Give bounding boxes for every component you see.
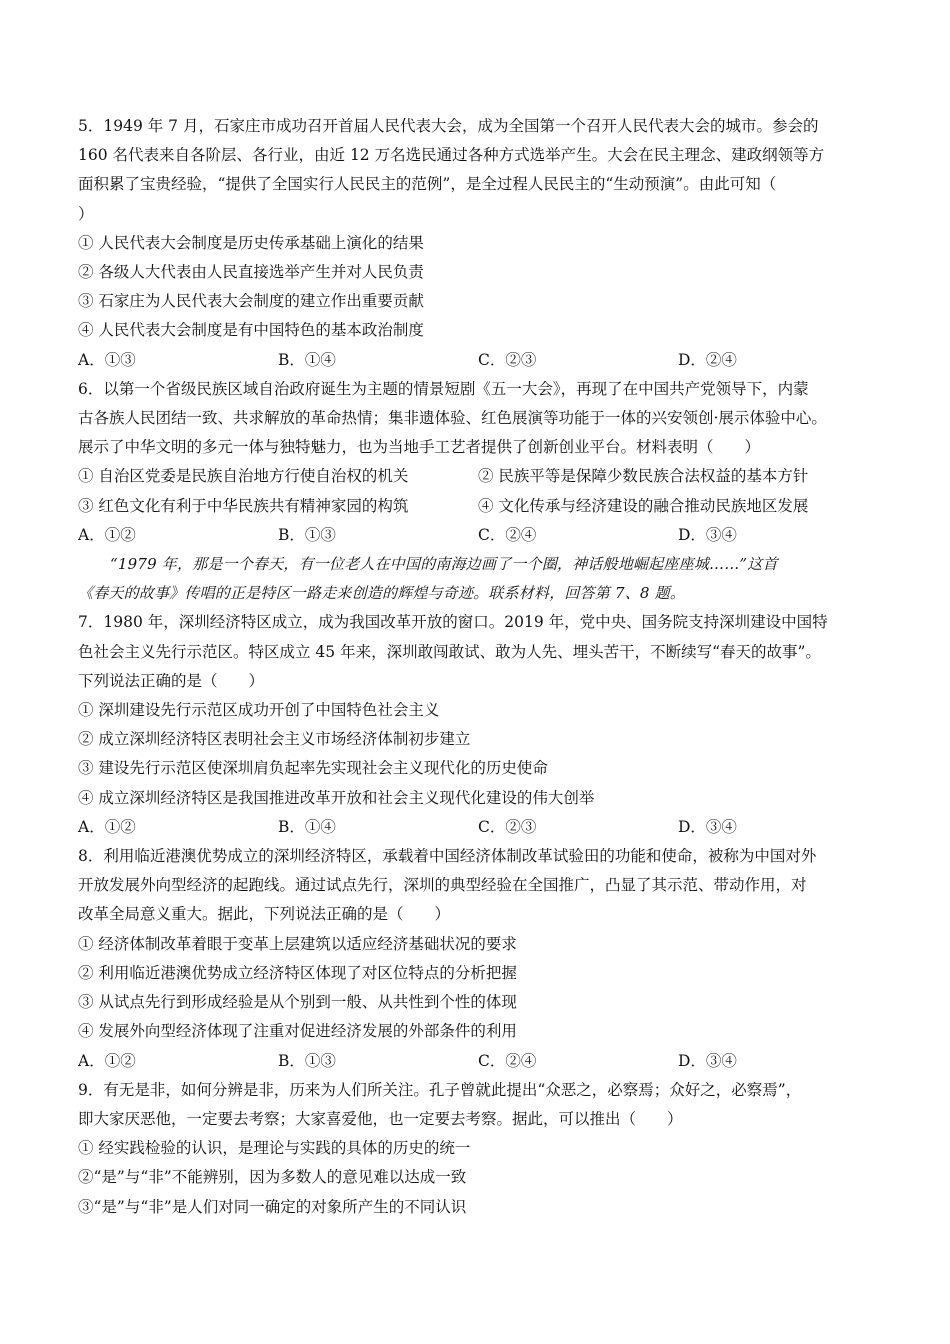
question-5-option-c: C．②③ — [478, 350, 537, 369]
question-6-stem-line-2: 古各族人民团结一致、共求解放的革命热情；集非遗体验、红色展演等功能于一体的兴安领创·展示体验中心。 — [78, 409, 827, 428]
question-6-option-c: C．②④ — [478, 525, 537, 544]
material-passage-line-1: “1979 年，那是一个春天，有一位老人在中国的南海边画了一个圈，神话般地崛起座座城……”这首 — [110, 555, 778, 574]
question-7-statement-3: ③ 建设先行示范区使深圳肩负起率先实现社会主义现代化的历史使命 — [78, 759, 548, 778]
question-5-statement-2: ② 各级人大代表由人民直接选举产生并对人民负责 — [78, 263, 424, 282]
question-6-statements-row-1 — [78, 462, 878, 491]
question-5-statement-3: ③ 石家庄为人民代表大会制度的建立作出重要贡献 — [78, 292, 424, 311]
question-6-option-d: D．③④ — [678, 525, 737, 544]
question-5-stem-line-2: 160 名代表来自各阶层、各行业，由近 12 万名选民通过各种方式选举产生。大会在民主理念、建政纲领等方 — [78, 146, 825, 165]
question-7-option-a: A．①② — [78, 817, 136, 836]
question-5-options — [78, 346, 878, 375]
question-9-statement-2: ②“是”与“非”不能辨别，因为多数人的意见难以达成一致 — [78, 1168, 467, 1187]
question-5-stem-line-3: 面积累了宝贵经验，“提供了全国实行人民民主的范例”，是全过程人民民主的“生动预演”。由此可知（ — [78, 175, 777, 194]
question-6-statements-row-2 — [78, 492, 878, 521]
question-5-option-a: A．①③ — [78, 350, 136, 369]
question-6-options — [78, 521, 878, 550]
material-passage — [78, 550, 878, 608]
question-8-stem-line-3: 改革全局意义重大。据此，下列说法正确的是（ ） — [78, 905, 451, 924]
question-6-option-b: B．①③ — [278, 525, 336, 544]
question-6-option-a: A．①② — [78, 525, 136, 544]
question-5 — [78, 112, 878, 375]
question-7-option-b: B．①④ — [278, 817, 336, 836]
question-5-option-d: D．②④ — [678, 350, 737, 369]
question-8-option-c: C．②④ — [478, 1051, 537, 1070]
question-5-option-b: B．①④ — [278, 350, 336, 369]
question-9-statement-1: ① 经实践检验的认识，是理论与实践的具体的历史的统一 — [78, 1139, 471, 1158]
question-7-stem-line-2: 色社会主义先行示范区。特区成立 45 年来，深圳敢闯敢试、敢为人先、埋头苦干，不断续写“春天的故事”。 — [78, 642, 821, 661]
question-7-statement-4: ④ 成立深圳经济特区是我国推进改革开放和社会主义现代化建设的伟大创举 — [78, 788, 595, 807]
question-8-statement-1: ① 经济体制改革着眼于变革上层建筑以适应经济基础状况的要求 — [78, 934, 517, 953]
question-7 — [78, 608, 878, 842]
question-5-statement-4: ④ 人民代表大会制度是有中国特色的基本政治制度 — [78, 321, 424, 340]
question-6-statement-3: ③ 红色文化有利于中华民族共有精神家园的构筑 — [78, 496, 409, 515]
question-5-stem-line-4: ） — [78, 204, 94, 223]
question-5-statement-1: ① 人民代表大会制度是历史传承基础上演化的结果 — [78, 233, 424, 252]
exam-page — [78, 112, 878, 1222]
question-6 — [78, 375, 878, 550]
question-5-stem-line-1: 5．1949 年 7 月，石家庄市成功召开首届人民代表大会，成为全国第一个召开人民代表大会的城市。参会的 — [78, 117, 819, 135]
question-7-options — [78, 813, 878, 842]
question-6-stem-line-1: 6．以第一个省级民族区域自治政府诞生为主题的情景短剧《五一大会》，再现了在中国共产党领导下，内蒙 — [78, 379, 809, 398]
question-8-statement-2: ② 利用临近港澳优势成立经济特区体现了对区位特点的分析把握 — [78, 963, 517, 982]
question-7-option-d: D．③④ — [678, 817, 737, 836]
question-8-option-b: B．①③ — [278, 1051, 336, 1070]
question-7-stem-line-1: 7．1980 年，深圳经济特区成立，成为我国改革开放的窗口。2019 年，党中央、国务院支持深圳建设中国特 — [78, 613, 828, 632]
question-9-stem-line-1: 9．有无是非，如何分辨是非，历来为人们所关注。孔子曾就此提出“众恶之，必察焉；众好之，必察焉”， — [78, 1080, 802, 1099]
question-7-stem-line-3: 下列说法正确的是（ ） — [78, 671, 265, 690]
question-7-option-c: C．②③ — [478, 817, 537, 836]
question-9-statement-3: ③“是”与“非”是人们对同一确定的对象所产生的不同认识 — [78, 1197, 467, 1216]
question-8-statement-3: ③ 从试点先行到形成经验是从个别到一般、从共性到个性的体现 — [78, 993, 517, 1012]
question-8 — [78, 842, 878, 1076]
question-8-options — [78, 1047, 878, 1076]
material-passage-line-2: 《春天的故事》传唱的正是特区一路走来创造的辉煌与奇迹。联系材料，回答第 7、8 题。 — [78, 584, 686, 603]
question-8-stem-line-1: 8．利用临近港澳优势成立的深圳经济特区，承载着中国经济体制改革试验田的功能和使命，被称为中国对外 — [78, 847, 817, 866]
question-7-statement-2: ② 成立深圳经济特区表明社会主义市场经济体制初步建立 — [78, 730, 471, 749]
question-8-stem-line-2: 开放发展外向型经济的起跑线。通过试点先行，深圳的典型经验在全国推广，凸显了其示范、带动作用，对 — [78, 876, 807, 895]
question-8-option-d: D．③④ — [678, 1051, 737, 1070]
question-6-statement-2: ② 民族平等是保障少数民族合法权益的基本方针 — [478, 467, 809, 486]
question-8-option-a: A．①② — [78, 1051, 136, 1070]
question-7-statement-1: ① 深圳建设先行示范区成功开创了中国特色社会主义 — [78, 701, 440, 720]
question-9-stem-line-2: 即大家厌恶他，一定要去考察；大家喜爱他，也一定要去考察。据此，可以推出（ ） — [78, 1109, 683, 1128]
question-6-stem-line-3: 展示了中华文明的多元一体与独特魅力，也为当地手工艺者提供了创新创业平台。材料表明（ ） — [78, 438, 761, 457]
question-6-statement-4: ④ 文化传承与经济建设的融合推动民族地区发展 — [478, 496, 809, 515]
question-8-statement-4: ④ 发展外向型经济体现了注重对促进经济发展的外部条件的利用 — [78, 1022, 517, 1041]
question-9 — [78, 1076, 878, 1222]
question-6-statement-1: ① 自治区党委是民族自治地方行使自治权的机关 — [78, 467, 409, 486]
